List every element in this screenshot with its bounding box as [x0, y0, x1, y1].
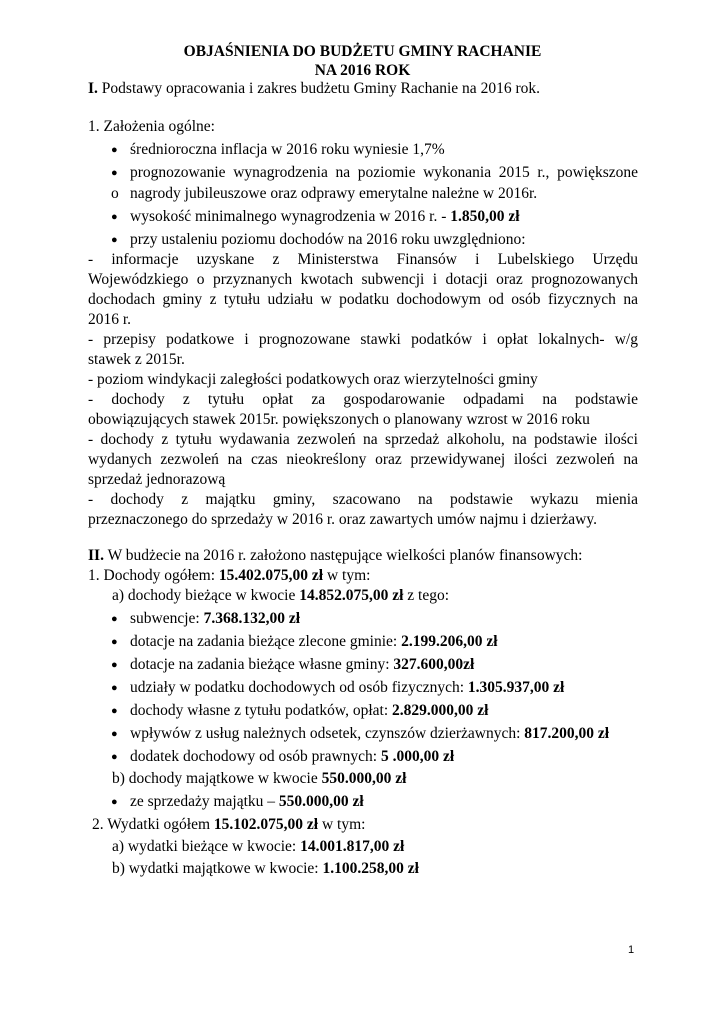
capital-income-item [130, 792, 364, 812]
bullet-icon: ● [111, 636, 118, 648]
income-item-label: dotacje na zadania bieżące zlecone gminie: [130, 633, 402, 650]
current-expenses-label: a) wydatki bieżące w kwocie: [112, 838, 301, 855]
income-item [130, 747, 454, 767]
bullet-icon: ● [111, 682, 118, 694]
page-number: 1 [628, 944, 635, 956]
basis-property-line-1: - dochody z majątku gminy, szacowano na podstawie wykazu mienia [88, 491, 638, 508]
assumption-salary: prognozowanie wynagrodzenia na poziomie wykonania 2015 r., powiększone [130, 164, 638, 181]
income-total-value: 15.402.075,00 zł [218, 567, 324, 584]
basis-debt-recovery: - poziom windykacji zaległości podatkowych oraz wierzytelności gminy [88, 371, 538, 388]
section-1-number: I. [88, 80, 98, 97]
section-1-heading [88, 79, 540, 99]
basis-tax-line-2: stawek z 2015r. [88, 351, 185, 368]
current-income [112, 586, 449, 606]
capital-income-label: b) dochody majątkowe w kwocie [112, 770, 322, 787]
bullet-icon: ● [111, 211, 118, 223]
basis-ministry-line-4: 2016 r. [88, 311, 132, 328]
bullet-icon: ● [111, 796, 118, 808]
section-1-heading-text: Podstawy opracowania i zakres budżetu Gminy Rachanie na 2016 rok. [101, 80, 540, 97]
income-item-value: 2.199.206,00 zł [401, 633, 498, 650]
income-item [130, 609, 300, 629]
current-expenses-value: 14.001.817,00 zł [300, 838, 405, 855]
income-item-label: dochody własne z tytułu podatków, opłat: [130, 702, 393, 719]
expenses-total [92, 815, 365, 835]
basis-waste-line-1: - dochody z tytułu opłat za gospodarowanie odpadami na podstawie [88, 391, 638, 408]
minimum-wage-label: wysokość minimalnego wynagrodzenia w 2016 r. - [130, 208, 451, 225]
expenses-total-suffix: w tym: [318, 816, 366, 833]
current-income-label: a) dochody bieżące w kwocie [112, 587, 300, 604]
income-item-value: 7.368.132,00 zł [203, 610, 301, 627]
basis-alcohol-line-1: - dochody z tytułu wydawania zezwoleń na sprzedaż alkoholu, na podstawie ilości [88, 431, 638, 448]
bullet-icon: ● [111, 144, 118, 156]
income-total [88, 566, 370, 586]
income-item-label: dodatek dochodowy od osób prawnych: [130, 748, 381, 765]
circle-bullet-icon: o [111, 185, 119, 202]
basis-waste-line-2: obowiązujących stawek 2015r. powiększonych o planowany wzrost w 2016 roku [88, 411, 590, 428]
capital-income-item-value: 550.000,00 zł [278, 793, 364, 810]
capital-income [112, 769, 406, 789]
section-2-number: II. [88, 547, 104, 564]
current-income-suffix: z tego: [403, 587, 450, 604]
income-item-value: 327.600,00zł [393, 656, 475, 673]
basis-tax-line-1: - przepisy podatkowe i prognozowane stawki podatków i opłat lokalnych- w/g [88, 331, 638, 348]
assumption-income-basis: przy ustaleniu poziomu dochodów na 2016 roku uwzględniono: [130, 231, 526, 248]
capital-expenses [112, 859, 419, 879]
current-expenses [112, 837, 404, 857]
income-total-label: 1. Dochody ogółem: [88, 567, 219, 584]
income-item-value: 817.200,00 zł [524, 725, 610, 742]
bullet-icon: ● [111, 751, 118, 763]
income-item-value: 2.829.000,00 zł [392, 702, 489, 719]
income-item-value: 5 .000,00 zł [380, 748, 455, 765]
income-item-label: wpływów z usług należnych odsetek, czynszów dzierżawnych: [130, 725, 525, 742]
bullet-icon: ● [111, 659, 118, 671]
income-item [130, 678, 564, 698]
section-2-heading [88, 546, 582, 566]
income-total-suffix: w tym: [323, 567, 371, 584]
capital-income-item-label: ze sprzedaży majątku – [130, 793, 279, 810]
assumption-inflation: średnioroczna inflacja w 2016 roku wyniesie 1,7% [130, 141, 445, 158]
basis-ministry-line-2: Wojewódzkiego o przyznanych kwotach subwencji i dotacji oraz prognozowanych [88, 271, 638, 288]
current-income-value: 14.852.075,00 zł [299, 587, 404, 604]
document-title-line-1: OBJAŚNIENIA DO BUDŻETU GMINY RACHANIE [183, 43, 542, 60]
bullet-icon: ● [111, 613, 118, 625]
bullet-icon: ● [111, 167, 118, 179]
basis-ministry-line-1: - informacje uzyskane z Ministerstwa Finansów i Lubelskiego Urzędu [88, 251, 638, 268]
basis-property-line-2: przeznaczonego do sprzedaży w 2016 r. oraz zawartych umów najmu i dzierżawy. [88, 511, 597, 528]
minimum-wage-value: 1.850,00 zł [450, 208, 520, 225]
basis-alcohol-line-3: sprzedaż jednorazową [88, 471, 226, 488]
income-item [130, 655, 474, 675]
assumptions-heading: 1. Założenia ogólne: [88, 118, 215, 135]
section-2-heading-text: W budżecie na 2016 r. założono następujące wielkości planów finansowych: [107, 547, 583, 564]
expenses-total-label: 2. Wydatki ogółem [92, 816, 214, 833]
income-item [130, 724, 609, 744]
income-item [130, 632, 498, 652]
expenses-total-value: 15.102.075,00 zł [213, 816, 319, 833]
assumption-salary-continuation: nagrody jubileuszowe oraz odprawy emerytalne należne w 2016r. [130, 185, 538, 202]
bullet-icon: ● [111, 705, 118, 717]
bullet-icon: ● [111, 728, 118, 740]
income-item-label: udziały w podatku dochodowych od osób fizycznych: [130, 679, 468, 696]
assumption-minimum-wage [130, 207, 520, 227]
income-item-value: 1.305.937,00 zł [467, 679, 565, 696]
income-item-label: subwencje: [130, 610, 204, 627]
capital-expenses-label: b) wydatki majątkowe w kwocie: [112, 860, 323, 877]
basis-alcohol-line-2: wydanych zezwoleń na czas nieokreślony oraz przewidywanej ilości zezwoleń na [88, 451, 638, 468]
capital-income-value: 550.000,00 zł [321, 770, 407, 787]
basis-ministry-line-3: dochodach gminy z tytułu udziału w podatku dochodowym od osób fizycznych na [88, 291, 638, 308]
income-item [130, 701, 488, 721]
income-item-label: dotacje na zadania bieżące własne gminy: [130, 656, 394, 673]
capital-expenses-value: 1.100.258,00 zł [322, 860, 419, 877]
document-title-line-2: NA 2016 ROK [314, 62, 411, 79]
bullet-icon: ● [111, 234, 118, 246]
